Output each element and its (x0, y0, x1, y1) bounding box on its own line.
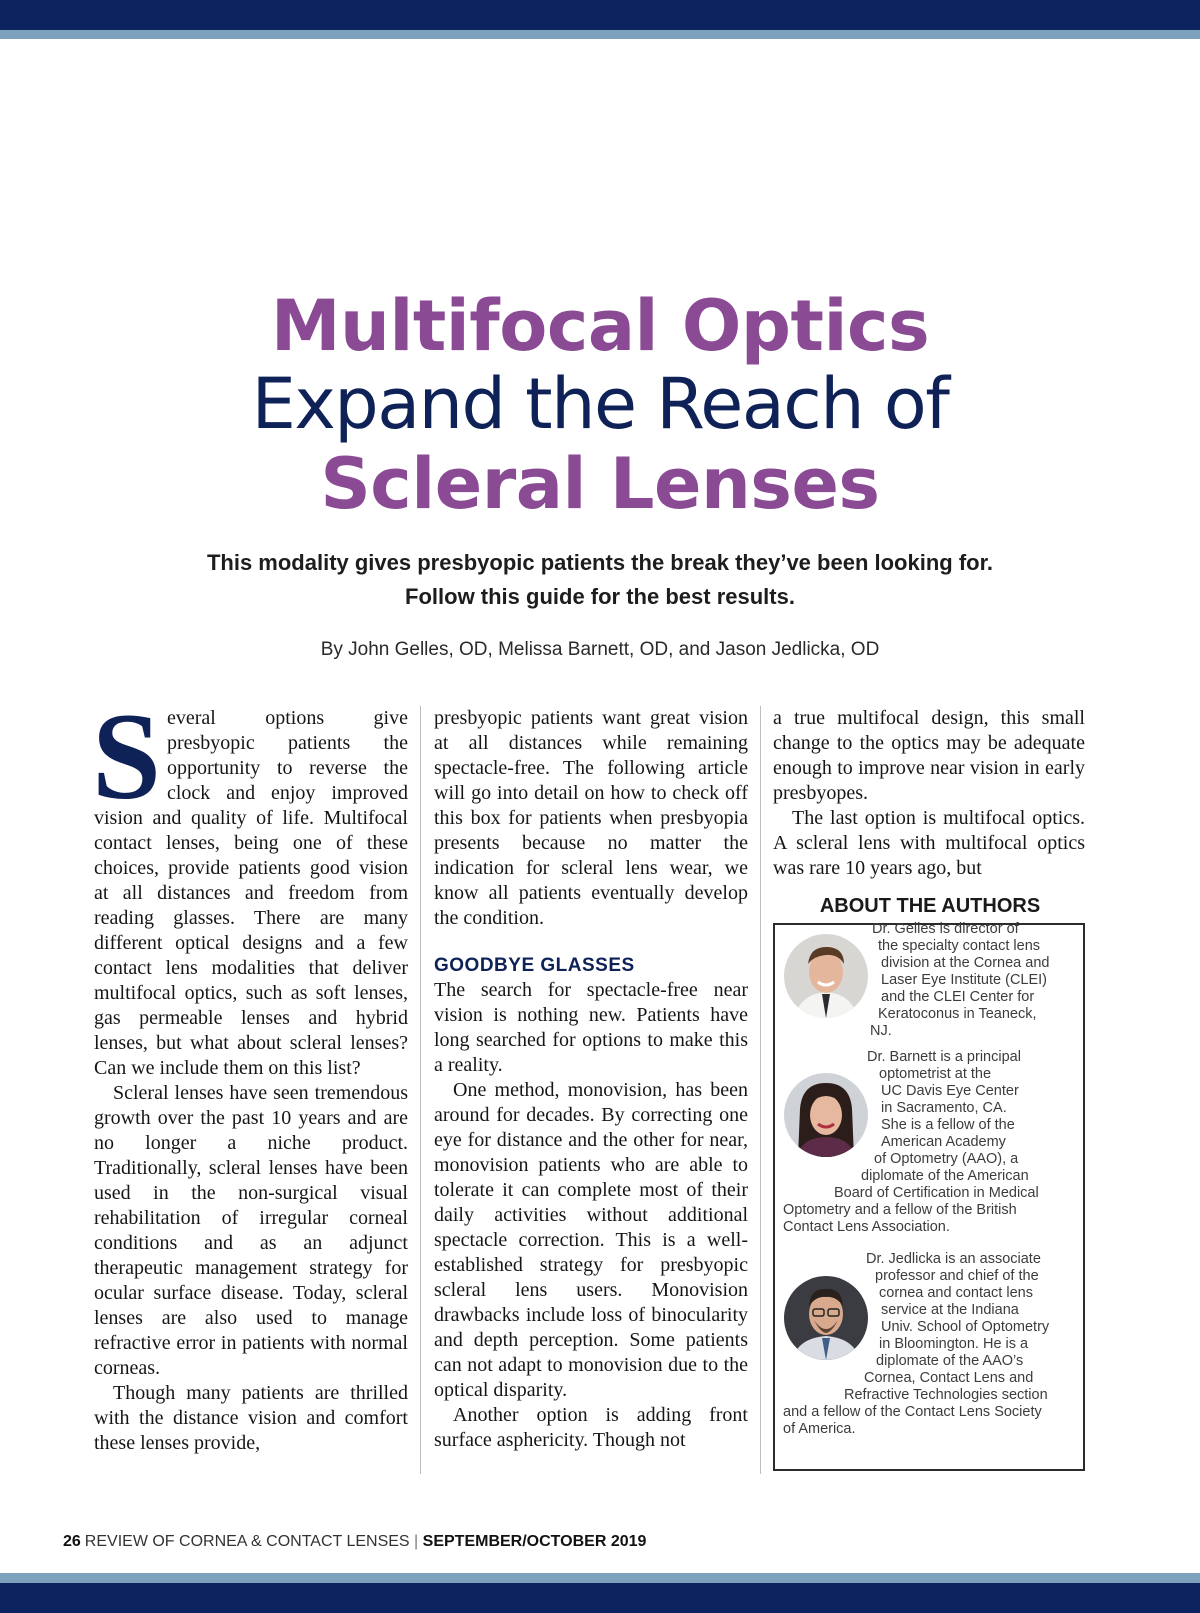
page-footer (63, 1532, 646, 1552)
bio-gelles: Dr. Gelles is director of the specialty contact lens division at the Cornea and Laser Eye Institute (CLEI) and the CLEI Center for Keratoconus in Teaneck, NJ. (870, 921, 1050, 1039)
column-rule-2 (760, 706, 761, 1474)
paragraph-3-start: Though many patients are thrilled with the distance vision and comfort these lenses provide, (94, 1382, 408, 1454)
page-number: 26 (63, 1533, 81, 1550)
top-blue-stripe (0, 30, 1200, 39)
bio-jedlicka: Dr. Jedlicka is an associate professor and chief of the cornea and contact lens service at the Indiana Univ. School of Optometry in Bloomington. He is a diplomate of the AAO’s Cornea, Contact Lens and Refractive Technologies section and a fellow of the Contact Lens Society of America. (783, 1251, 1050, 1437)
paragraph-1 (92, 688, 408, 1081)
title-line-2: Expand the Reach of (251, 363, 949, 445)
body-column-2 (434, 706, 748, 1453)
paragraph-4: The search for spectacle-free near vision is nothing new. Patients have long searched for options to make this a reality. (434, 979, 748, 1076)
title-line-3: Scleral Lenses (320, 443, 880, 525)
paragraph-2: Scleral lenses have seen tremendous growth over the past 10 years and are no longer a niche product. Traditionally, scleral lenses have been used in the non-surgical visual rehabilitation of irregular corneal conditions and as an adjunct therapeutic management strategy for ocular surface disease. Today, scleral lenses are also used to manage refractive error in patients with normal corneas. (94, 1082, 408, 1379)
bottom-blue-stripe (0, 1573, 1200, 1583)
body-column-1 (92, 688, 408, 1456)
bio-barnett: Dr. Barnett is a principal optometrist at the UC Davis Eye Center in Sacramento, CA. She is a fellow of the American Academy of Optometry (AAO), a diplomate of the American Board of Certification in Medical Optometry and a fellow of the British Contact Lens Association. (783, 1049, 1039, 1235)
dek-line-2: Follow this guide for the best results. (405, 584, 795, 609)
title-line-1: Multifocal Optics (270, 285, 930, 367)
footer-separator: | (414, 1533, 419, 1550)
paragraph-5: One method, monovision, has been around for decades. By correcting one eye for distance and the other for near, monovision patients who are able to tolerate it can complete most of their daily activities without additional spectacle correction. This is a well-established strategy for presbyopic scleral lens users. Monovision drawbacks include loss of binocularity and depth perception. Some patients can not adapt to monovision due to the optical disparity. (434, 1079, 748, 1401)
drop-cap: S (92, 688, 161, 825)
byline: By John Gelles, OD, Melissa Barnett, OD, and Jason Jedlicka, OD (320, 639, 880, 660)
paragraph-7: The last option is multifocal optics. A scleral lens with multifocal optics was rare 10 years ago, but (773, 807, 1085, 879)
about-authors-heading: ABOUT THE AUTHORS (819, 895, 1041, 917)
column-rule-1 (420, 706, 421, 1474)
publication-name: REVIEW OF CORNEA & CONTACT LENSES (84, 1533, 410, 1550)
bottom-navy-band (0, 1583, 1200, 1613)
body-column-3 (773, 706, 1085, 881)
top-navy-band (0, 0, 1200, 30)
about-authors-box (773, 923, 1085, 1471)
issue-date: SEPTEMBER/OCTOBER 2019 (422, 1533, 647, 1550)
article-dek (0, 546, 1200, 614)
section-subhead: GOODBYE GLASSES (434, 955, 635, 976)
paragraph-1-text: everal options give presbyopic patients the opportunity to reverse the clock and enjoy improved vision and quality of life. Multifocal contact lenses, being one of these choices, provide patients good vision at all distances and freedom from reading glasses. There are many different optical designs and a few contact lens modalities that deliver multifocal optics, such as soft lenses, gas permeable lenses and hybrid lenses, but what about scleral lenses? Can we include them on this list? (94, 707, 408, 1079)
paragraph-3-continued: presbyopic patients want great vision at all distances while remaining spectacle-free. The following article will go into detail on how to check off this box for patients when presbyopia presents because no matter the indication for scleral lens wear, we know all patients eventually develop the condition. (434, 707, 748, 929)
paragraph-6-continued: a true multifocal design, this small change to the optics may be adequate enough to improve near vision in early presbyopes. (773, 707, 1085, 804)
paragraph-6-start: Another option is adding front surface asphericity. Though not (434, 1404, 748, 1451)
dek-line-1: This modality gives presbyopic patients the break they’ve been looking for. (206, 550, 994, 575)
